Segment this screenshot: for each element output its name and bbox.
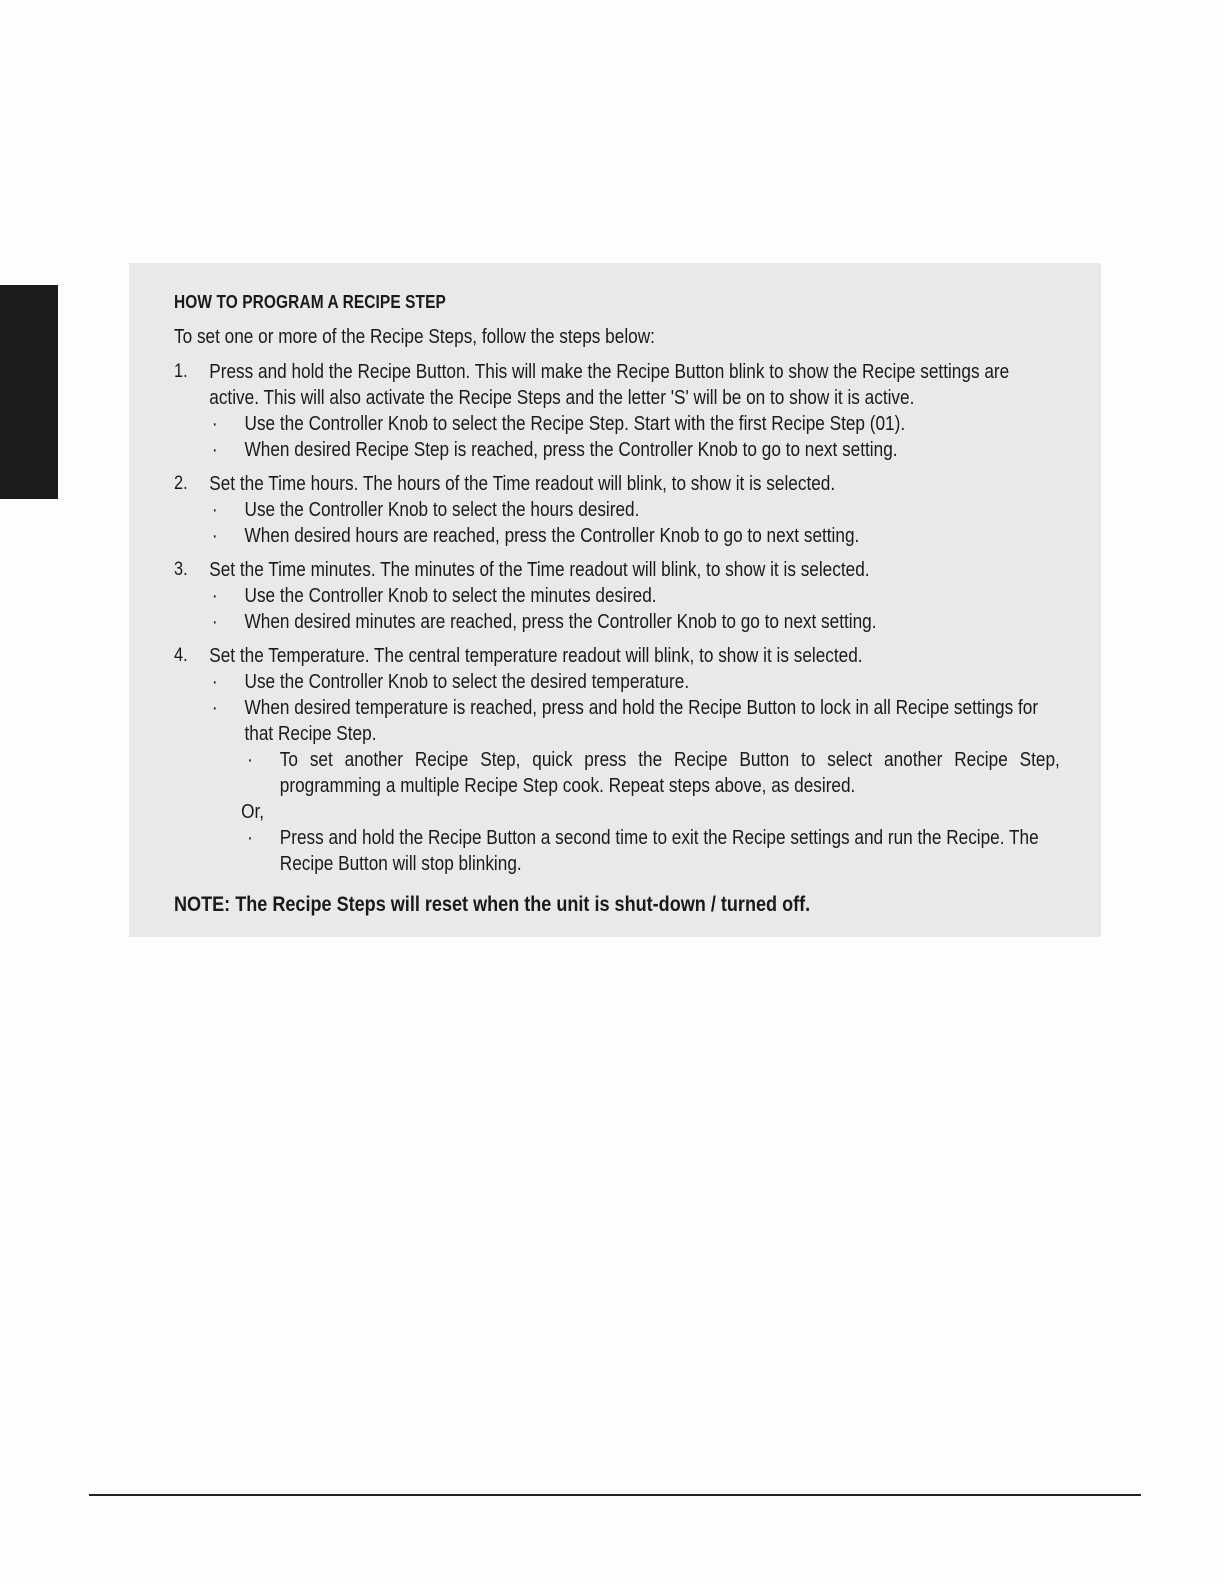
steps-list — [174, 359, 1060, 877]
step-text: Press and hold the Recipe Button. This will make the Recipe Button blink to show the Recipe settings are active. This will also activate the Recipe Steps and the letter 'S' will be on to show it is active. — [209, 361, 1010, 409]
step-text: Set the Time hours. The hours of the Time readout will blink, to show it is selected. — [209, 473, 836, 495]
step-bullets — [209, 583, 1060, 635]
step-item — [174, 359, 1060, 463]
bullet-glyph: · — [211, 499, 218, 521]
bullet-item — [209, 497, 1060, 523]
step-item — [174, 557, 1060, 635]
bullet-text: When desired minutes are reached, press the Controller Knob to go to next setting. — [244, 611, 877, 633]
bullet-item — [209, 411, 1060, 437]
bullet-text: When desired Recipe Step is reached, press the Controller Knob to go to next setting. — [244, 439, 898, 461]
instruction-panel — [129, 263, 1101, 937]
footer-rule — [89, 1494, 1141, 1496]
note-text: NOTE: The Recipe Steps will reset when the unit is shut-down / turned off. — [174, 893, 811, 916]
step-item — [174, 643, 1060, 877]
step-number: 2. — [174, 473, 188, 494]
bullet-glyph: · — [211, 671, 218, 693]
step-item — [174, 471, 1060, 549]
sub-bullet-item — [245, 747, 1060, 799]
section-side-tab — [0, 285, 58, 499]
bullet-glyph: · — [211, 611, 218, 633]
bullet-glyph: · — [247, 749, 253, 771]
sub-bullet-text: Press and hold the Recipe Button a second time to exit the Recipe settings and run the Recipe. The Recipe Button will stop blinking. — [279, 827, 1039, 875]
bullet-glyph: · — [211, 585, 218, 607]
instruction-panel-content — [174, 290, 1060, 919]
step-number: 1. — [174, 361, 188, 382]
sub-bullet-item — [245, 825, 1060, 877]
sub-bullets-after — [245, 825, 1060, 877]
bullet-item — [209, 669, 1060, 695]
bullet-text: Use the Controller Knob to select the Recipe Step. Start with the first Recipe Step (01). — [244, 413, 906, 435]
bullet-item — [209, 695, 1060, 877]
or-label: Or, — [241, 801, 265, 823]
bullet-glyph: · — [211, 439, 218, 461]
bullet-text: Use the Controller Knob to select the desired temperature. — [244, 671, 690, 693]
bullet-glyph: · — [247, 827, 253, 849]
bullet-item — [209, 583, 1060, 609]
bullet-item — [209, 523, 1060, 549]
step-number: 4. — [174, 645, 188, 666]
bullet-text: When desired hours are reached, press the Controller Knob to go to next setting. — [244, 525, 860, 547]
step-text: Set the Temperature. The central temperature readout will blink, to show it is selected. — [209, 645, 863, 667]
bullet-text: Use the Controller Knob to select the hours desired. — [244, 499, 640, 521]
bullet-glyph: · — [211, 697, 218, 719]
step-bullets — [209, 411, 1060, 463]
bullet-text: When desired temperature is reached, press and hold the Recipe Button to lock in all Recipe settings for that Recipe Step. — [244, 697, 1039, 745]
step-bullets — [209, 497, 1060, 549]
sub-bullets — [245, 747, 1060, 799]
bullet-glyph: · — [211, 413, 218, 435]
bullet-item — [209, 437, 1060, 463]
sub-bullet-text: To set another Recipe Step, quick press the Recipe Button to select another Recipe Step, programming a multiple Recipe Step cook. Repeat steps above, as desired. — [279, 749, 1060, 797]
step-bullets — [209, 669, 1060, 877]
step-number: 3. — [174, 559, 188, 580]
step-text: Set the Time minutes. The minutes of the Time readout will blink, to show it is selected. — [209, 559, 870, 581]
bullet-glyph: · — [211, 525, 218, 547]
section-intro: To set one or more of the Recipe Steps, follow the steps below: — [174, 326, 655, 348]
bullet-text: Use the Controller Knob to select the minutes desired. — [244, 585, 657, 607]
bullet-item — [209, 609, 1060, 635]
section-heading: HOW TO PROGRAM A RECIPE STEP — [174, 292, 446, 312]
